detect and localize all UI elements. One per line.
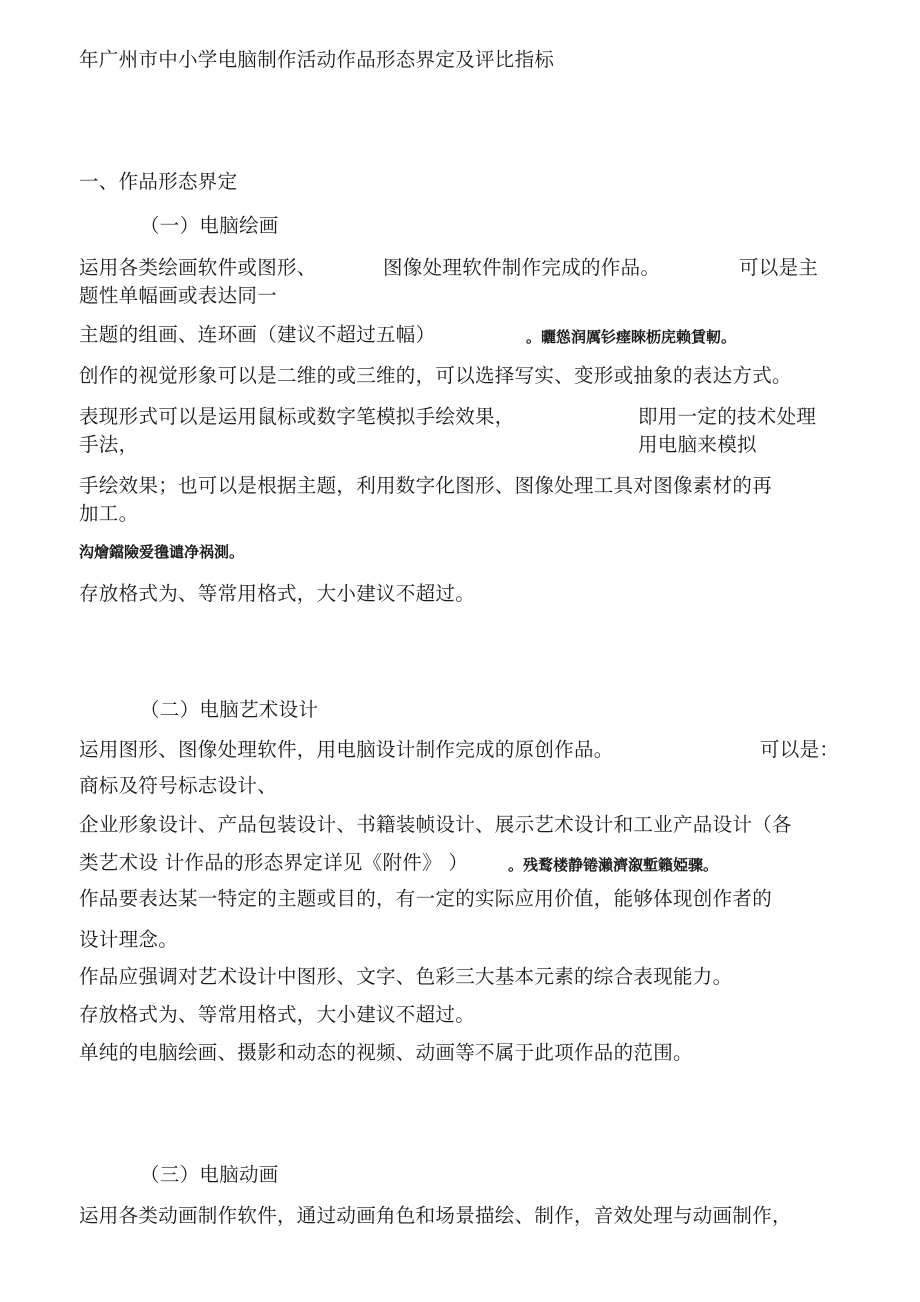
paragraph-line: 作品要表达某一特定的主题或目的，有一定的实际应用价值，能够体现创作者的 bbox=[79, 887, 773, 910]
text-segment: 用电脑来模拟 bbox=[638, 433, 757, 456]
text-segment: 类艺术设 计作品的形态界定详见《附件》 ） bbox=[79, 851, 469, 874]
paragraph-line: 存放格式为、等常用格式，大小建议不超过。 bbox=[79, 1003, 476, 1026]
garbled-text: 沟燴鐺險爱氇谴净祸測。 bbox=[79, 543, 245, 561]
text-segment: 手法， bbox=[79, 433, 139, 456]
paragraph-line: 运用各类动画制作软件，通过动画角色和场景描绘、制作，音效处理与动画制作， bbox=[79, 1204, 792, 1227]
garbled-text: 。残鹜楼静锩瀨濟溆塹籟婭骤。 bbox=[508, 856, 719, 874]
paragraph-line bbox=[79, 320, 839, 350]
paragraph-line bbox=[79, 430, 839, 460]
text-segment: 图像处理软件制作完成的作品。 bbox=[383, 256, 661, 279]
paragraph-line: 商标及符号标志设计、 bbox=[79, 774, 278, 797]
subsection-heading-painting: （一）电脑绘画 bbox=[140, 214, 279, 237]
document-title: 年广州市中小学电脑制作活动作品形态界定及评比指标 bbox=[79, 48, 555, 71]
paragraph-line bbox=[79, 253, 839, 283]
paragraph-line: 单纯的电脑绘画、摄影和动态的视频、动画等不属于此项作品的范围。 bbox=[79, 1041, 693, 1064]
text-segment: 可以是主 bbox=[739, 256, 819, 279]
text-segment: 表现形式可以是运用鼠标或数字笔模拟手绘效果， bbox=[79, 405, 515, 428]
paragraph-line bbox=[79, 735, 839, 765]
paragraph-line: 创作的视觉形象可以是二维的或三维的，可以选择写实、变形或抽象的表达方式。 bbox=[79, 364, 792, 387]
paragraph-line: 加工。 bbox=[79, 502, 139, 525]
text-segment: 即用一定的技术处理 bbox=[638, 405, 817, 428]
paragraph-line bbox=[79, 402, 839, 432]
subsection-heading-art-design: （二）电脑艺术设计 bbox=[140, 698, 319, 721]
paragraph-line: 设计理念。 bbox=[79, 928, 179, 951]
text-segment: 运用图形、图像处理软件，用电脑设计制作完成的原创作品。 bbox=[79, 738, 614, 761]
section-heading: 一、作品形态界定 bbox=[79, 170, 238, 193]
text-segment: 主题的组画、连环画（建议不超过五幅） bbox=[79, 323, 436, 346]
garbled-text: 。曬慫润厲钐瘗睞枥庑赖賃軔。 bbox=[526, 328, 737, 346]
paragraph-line: 手绘效果；也可以是根据主题，利用数字化图形、图像处理工具对图像素材的再 bbox=[79, 474, 773, 497]
paragraph-line bbox=[79, 848, 839, 878]
paragraph-line: 题性单幅画或表达同一 bbox=[79, 284, 278, 307]
text-segment: 运用各类绘画软件或图形、 bbox=[79, 256, 317, 279]
text-segment: 可以是： bbox=[760, 738, 840, 761]
paragraph-line: 存放格式为、等常用格式，大小建议不超过。 bbox=[79, 582, 476, 605]
subsection-heading-animation: （三）电脑动画 bbox=[140, 1163, 279, 1186]
paragraph-line: 企业形象设计、产品包装设计、书籍装帧设计、展示艺术设计和工业产品设计（各 bbox=[79, 813, 792, 836]
paragraph-line: 作品应强调对艺术设计中图形、文字、色彩三大基本元素的综合表现能力。 bbox=[79, 965, 733, 988]
